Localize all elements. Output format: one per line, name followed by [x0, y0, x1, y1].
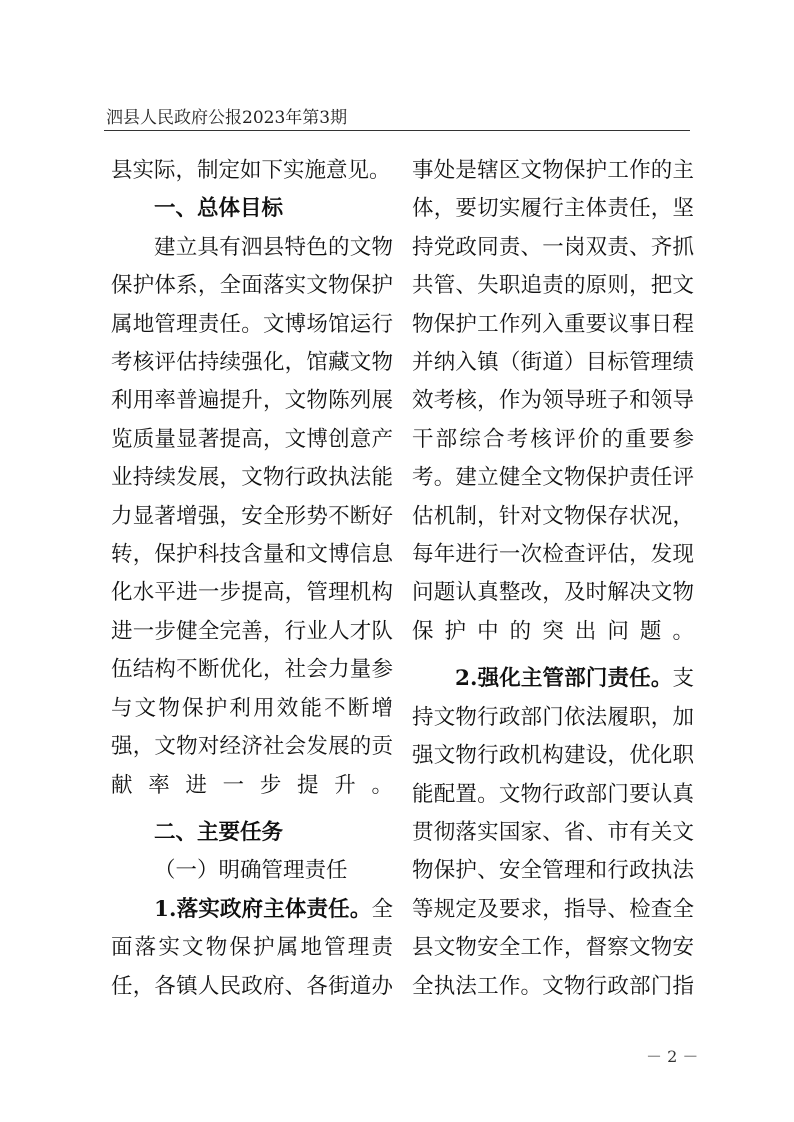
- item-1-title: 1.落实政府主体责任。: [154, 896, 372, 922]
- left-column: [111, 152, 393, 1006]
- paragraph-continuation: 事处是辖区文物保护工作的主体，要切实履行主体责任，坚持党政同责、一岗双责、齐抓共管、失职追责的原则，把文物保护工作列入重要议事日程并纳入镇（街道）目标管理绩效考核，作为领导班子和领导干部综合考核评价的重要参考。建立健全文物保护责任评估机制，针对文物保存状况，每年进行一次检查评估，发现问题认真整改，及时解决文物保护中的突出问题。: [412, 158, 694, 644]
- header-rule: [104, 130, 690, 131]
- item-2-text: 支持文物行政部门依法履职，加强文物行政机构建设，优化职能配置。文物行政部门要认真贯彻落实国家、省、市有关文物保护、安全管理和行政执法等规定及要求，指导、检查全县文物安全工作，督察文物安全执法工作。文物行政部门指: [412, 666, 694, 999]
- item-2-title: 2.强化主管部门责任。: [455, 666, 673, 692]
- paragraph-item-2: [412, 660, 694, 1006]
- item-1-text: 全面落实文物保护属地管理责任，各镇人民政府、各街道办: [111, 896, 393, 999]
- page-number: － 2 －: [646, 1047, 699, 1066]
- section-heading-1: 一、总体目标: [154, 196, 284, 222]
- section-heading-2: 二、主要任务: [154, 819, 284, 845]
- paragraph-item-1: [111, 891, 393, 1006]
- subsection-heading: （一）明确管理责任: [154, 858, 348, 884]
- header-title: 泗县人民政府公报2023年第3期: [106, 108, 348, 128]
- continuation-text: 县实际，制定如下实施意见。: [111, 158, 391, 183]
- paragraph-goals: 建立具有泗县特色的文物保护体系，全面落实文物保护属地管理责任。文博场馆运行考核评估持续强化，馆藏文物利用率普遍提升，文物陈列展览质量显著提高，文博创意产业持续发展，文物行政执法能力显著增强，安全形势不断好转，保护科技含量和文博信息化水平进一步提高，管理机构进一步健全完善，行业人才队伍结构不断优化，社会力量参与文物保护利用效能不断增强，文物对经济社会发展的贡献率进一步提升。: [111, 234, 393, 798]
- right-column: [412, 152, 694, 1006]
